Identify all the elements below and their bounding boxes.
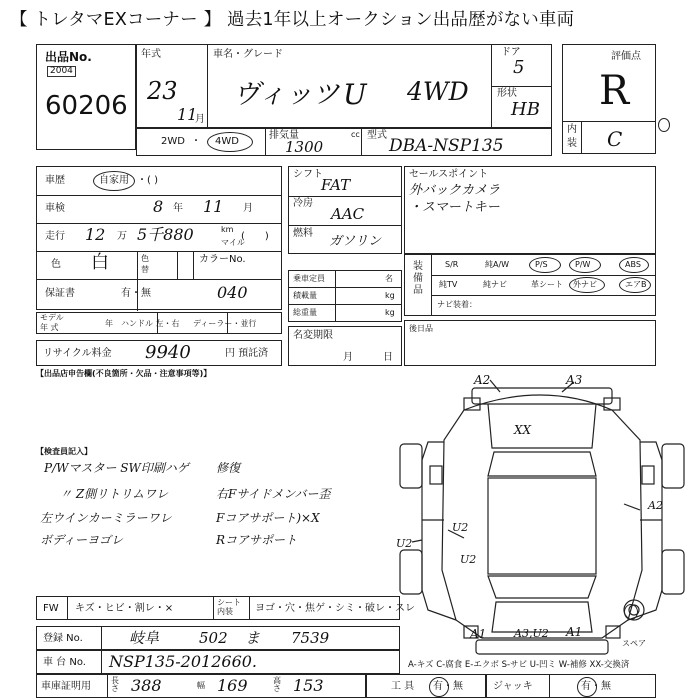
eval-box xyxy=(562,44,656,154)
color-label: 色 xyxy=(51,259,61,270)
history-opt-rest: ・( ) xyxy=(137,175,158,186)
cert-l-value: 388 xyxy=(131,676,162,695)
diagram-mark-a2-right: A2 xyxy=(648,499,663,512)
inspector-right-1: 修復 xyxy=(216,461,241,475)
month-unit: 月 xyxy=(195,114,205,125)
year-label: 年式 xyxy=(141,49,161,60)
disp-unit: cc xyxy=(351,130,360,139)
fw-seat-items: ヨゴ・穴・焦ゲ・シミ・破レ・スレ xyxy=(255,603,415,614)
diagram-mark-a3u2: A3,U2 xyxy=(514,627,549,640)
capacity-label: 乗車定員 xyxy=(293,274,325,283)
doors-value: 5 xyxy=(513,57,525,78)
aircon-value: AAC xyxy=(331,205,365,223)
history-opt1: 自家用 xyxy=(99,175,129,186)
history-label: 車歴 xyxy=(45,175,65,186)
fw-row xyxy=(36,596,415,620)
jack-value: 有・無 xyxy=(581,681,611,692)
fuel-label: 燃料 xyxy=(293,228,313,239)
color-change-1: 色 xyxy=(141,254,149,263)
recycle-value: 9940 xyxy=(145,342,191,363)
shaken-label: 車検 xyxy=(45,203,65,214)
shift-box xyxy=(288,166,402,254)
inspector-left-4: ボディーヨゴレ xyxy=(40,533,124,547)
drive-dot: ・ xyxy=(191,136,201,147)
diagram-mark-xx: XX xyxy=(514,423,532,437)
model-year-unit: 年 xyxy=(105,319,113,328)
diagram-mark-u2-center: U2 xyxy=(452,521,469,534)
fuel-value: ガソリン xyxy=(329,234,382,249)
color-value: 白 xyxy=(91,252,109,273)
warranty-value: 有・無 xyxy=(121,288,151,299)
model-value: DBA-NSP135 xyxy=(389,136,504,156)
lot-year-tag: 2004 xyxy=(47,66,76,77)
cert-w-value: 169 xyxy=(217,676,248,695)
chassis-value: NSP135-2012660. xyxy=(109,652,258,671)
year-value: 23 xyxy=(147,77,178,105)
gross-unit: kg xyxy=(385,308,395,317)
info-table xyxy=(36,166,282,310)
page-header xyxy=(0,0,700,34)
disp-label: 排気量 xyxy=(269,130,299,141)
model-year-label-2: 年 式 xyxy=(40,323,59,332)
capacity-unit: 名 xyxy=(385,274,393,283)
recycle-unit: 円 預託済 xyxy=(225,348,269,359)
name-change-month: 月 xyxy=(343,352,353,363)
model-label: 型式 xyxy=(367,130,387,141)
payload-unit: kg xyxy=(385,291,395,300)
fw-label: FW xyxy=(43,603,59,614)
equip-aw: 純A/W xyxy=(485,260,510,269)
inspector-right-3: Fコアサポート)×X xyxy=(216,511,320,525)
shaken-year: 8 xyxy=(153,197,164,216)
car-drive-value: 4WD xyxy=(407,77,469,106)
seller-notes-label: 【出品店申告欄(不良箇所・欠品・注意事項等)】 xyxy=(36,369,212,378)
sales-line-2: ・スマートキー xyxy=(409,200,500,215)
shape-label: 形状 xyxy=(497,88,517,99)
shaken-month: 11 xyxy=(203,197,224,216)
model-year-dealer: ディーラー・並行 xyxy=(193,319,257,328)
sales-label: セールスポイント xyxy=(409,169,489,180)
registration-pref: 岐阜 xyxy=(129,629,160,647)
chassis-row xyxy=(36,650,400,674)
month-value: 11 xyxy=(177,105,198,124)
name-change-box xyxy=(288,326,402,366)
mileage-rest: 5千880 xyxy=(137,225,194,244)
equipment-box xyxy=(404,254,656,316)
registration-kana: ま xyxy=(245,629,261,647)
eval-label: 評価点 xyxy=(611,51,641,62)
diagram-mark-a1-right: A1 xyxy=(566,625,583,639)
tools-box xyxy=(366,674,486,698)
capacity-box xyxy=(288,270,402,322)
diagram-spare-label: スペア xyxy=(622,639,646,648)
lot-label: 出品No. xyxy=(45,50,92,64)
gross-label: 総重量 xyxy=(293,308,317,317)
jack-label: ジャッキ xyxy=(493,681,533,692)
car-name-label: 車名・グレード xyxy=(213,49,283,60)
sales-box xyxy=(404,166,656,254)
model-year-handle: ハンドル 左・右 xyxy=(121,319,180,328)
fw-seat-label: シート内装 xyxy=(217,598,241,616)
model-year-label-1: モデル xyxy=(40,313,64,322)
remarks-box xyxy=(404,320,656,366)
chassis-label: 車 台 No. xyxy=(43,657,86,668)
car-grade-value: U xyxy=(343,78,367,111)
equip-seat: 革シート xyxy=(531,280,563,289)
diagram-mark-u2-mid: U2 xyxy=(460,553,477,566)
registration-class: 502 xyxy=(199,629,228,647)
warranty-label: 保証書 xyxy=(45,288,75,299)
cert-h-value: 153 xyxy=(293,676,324,695)
spec-row xyxy=(136,128,552,156)
recycle-box xyxy=(36,340,282,366)
inspector-right-4: Rコアサポート xyxy=(216,533,298,547)
shift-value: FAT xyxy=(321,176,351,194)
mileage-man-unit: 万 xyxy=(117,231,127,242)
inspector-left-1: P/Wマスター SW印刷ハゲ xyxy=(44,461,189,475)
inspector-label: 【検査員記入】 xyxy=(36,447,92,456)
equip-abs: ABS xyxy=(625,260,641,269)
equip-airbag: エアB xyxy=(625,280,647,289)
diagram-mark-a1-left: A1 xyxy=(470,627,487,641)
diagram-mark-a2-top: A2 xyxy=(474,373,491,387)
interior-label-1: 内 xyxy=(567,124,577,135)
edge-hole xyxy=(658,118,670,132)
disp-value: 1300 xyxy=(285,138,324,156)
equip-pw: P/W xyxy=(575,260,591,269)
remarks-label: 後日品 xyxy=(409,324,433,333)
vehicle-box xyxy=(136,44,552,128)
header-title: 【 トレタマEXコーナー 】 過去1年以上オークション出品歴がない車両 xyxy=(10,10,575,30)
color-no-label: カラーNo. xyxy=(199,254,246,265)
lot-number: 60206 xyxy=(45,91,128,121)
name-change-label: 名変期限 xyxy=(293,330,333,341)
mileage-unit-km: km xyxy=(221,225,234,234)
mileage-label: 走行 xyxy=(45,231,65,242)
cert-w-label: 幅 xyxy=(197,681,205,690)
equip-ps: P/S xyxy=(535,260,548,269)
name-change-day: 日 xyxy=(383,352,393,363)
payload-label: 積載量 xyxy=(293,291,317,300)
jack-box xyxy=(486,674,656,698)
eval-score: R xyxy=(599,68,630,114)
registration-row xyxy=(36,626,400,650)
drive-2wd: 2WD xyxy=(161,136,185,147)
tools-label: 工 具 xyxy=(391,681,415,692)
diagram-mark-a3-top: A3 xyxy=(566,373,583,387)
registration-num: 7539 xyxy=(291,629,330,647)
car-name-value: ヴィッツ xyxy=(233,79,340,110)
mileage-unit-mile: マイル xyxy=(221,238,245,247)
cert-h-label: 高さ xyxy=(273,676,281,693)
diagram-mark-u2-left: U2 xyxy=(396,537,413,550)
equip-navi-label: ナビ装着： xyxy=(437,300,477,309)
interior-label-2: 装 xyxy=(567,138,577,149)
lot-box xyxy=(36,44,136,150)
equip-navi: 純ナビ xyxy=(483,280,507,289)
tools-value: 有・無 xyxy=(433,681,463,692)
inspector-left-3: 左ウインカーミラーワレ xyxy=(40,511,172,525)
shape-value: HB xyxy=(511,99,540,120)
color-no-value: 040 xyxy=(217,283,248,302)
fw-items: キズ・ヒビ・割レ・× xyxy=(75,603,174,614)
equipment-label: 装備品 xyxy=(413,261,423,296)
aircon-label: 冷房 xyxy=(293,198,313,209)
inspector-right-2: 右Fサイドメンバー歪 xyxy=(216,487,331,501)
cert-l-label: 長さ xyxy=(111,676,119,693)
cert-label: 車庫証明用 xyxy=(41,681,91,692)
interior-score: C xyxy=(607,127,623,151)
shaken-year-unit: 年 xyxy=(173,203,183,214)
drive-4wd: 4WD xyxy=(215,136,239,147)
damage-legend: A-キズ C-腐食 E-エクボ S-サビ U-凹ミ W-補修 XX-交換済 xyxy=(408,660,630,670)
doors-label: ドア xyxy=(501,47,521,58)
color-change-2: 替 xyxy=(141,265,149,274)
shift-label: シフト xyxy=(293,169,323,180)
certificate-row xyxy=(36,674,366,698)
mileage-man: 12 xyxy=(85,225,106,244)
equip-ext-navi: 外ナビ xyxy=(573,280,597,289)
mileage-paren: ( ) xyxy=(241,231,269,242)
recycle-label: リサイクル料金 xyxy=(43,348,112,359)
model-year-row xyxy=(36,312,282,334)
sales-line-1: 外バックカメラ xyxy=(409,183,501,198)
inspector-left-2: 〃 Z側リトリムワレ xyxy=(60,487,169,501)
equip-tv: 純TV xyxy=(439,280,458,289)
shaken-month-unit: 月 xyxy=(243,203,253,214)
equip-sr: S/R xyxy=(445,260,459,269)
edge-hole-bottom xyxy=(624,604,638,620)
car-damage-diagram xyxy=(392,370,700,660)
registration-label: 登録 No. xyxy=(43,633,83,644)
